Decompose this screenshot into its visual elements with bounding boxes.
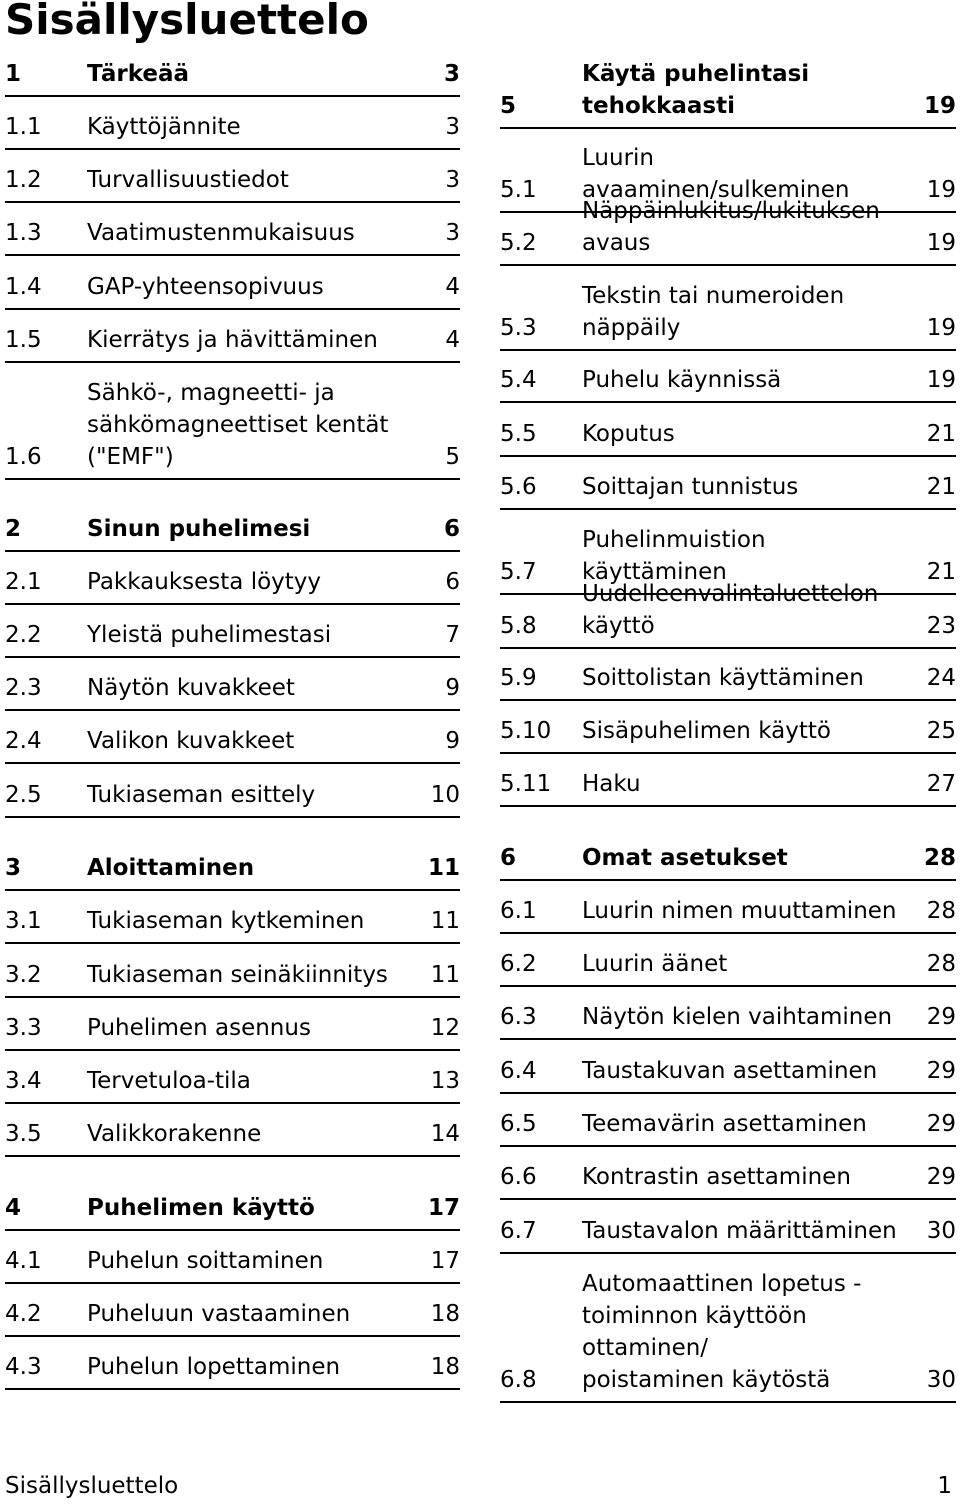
toc-entry-title: Turvallisuustiedot [87,167,289,193]
toc-entry-title: Puhelinmuistion käyttäminen [582,527,766,585]
toc-entry-title: Puhelimen käyttö [87,1195,315,1221]
toc-entry-page: 17 [430,1248,460,1274]
toc-entry [500,768,956,807]
toc-entry-page: 11 [430,962,460,988]
toc-entry [500,1215,956,1254]
toc-entry [5,1118,460,1157]
toc-entry-number: 5.9 [500,665,537,691]
toc-entry-title: Puhelu käynnissä [582,367,782,393]
toc-entry-number: 4.2 [5,1301,42,1327]
toc-entry [500,364,956,403]
toc-entry-title: Tukiaseman seinäkiinnitys [87,962,388,988]
footer-page-number: 1 [937,1473,952,1499]
toc-entry [5,725,460,764]
toc-entry-title: Taustakuvan asettaminen [582,1058,878,1084]
toc-entry [500,280,956,351]
toc-entry-number: 5.11 [500,771,552,797]
toc-entry-title: Kierrätys ja hävittäminen [87,327,378,353]
toc-entry-number: 5.1 [500,177,537,203]
toc-entry-title: Luurin äänet [582,951,728,977]
toc-section-heading [5,513,460,552]
toc-entry-title: Näppäinlukitus/lukituksen avaus [582,198,880,256]
toc-entry-title: Omat asetukset [582,845,788,871]
toc-entry [5,164,460,203]
toc-entry-title: Puheluun vastaaminen [87,1301,351,1327]
toc-entry-page: 19 [926,177,956,203]
toc-entry-title: Taustavalon määrittäminen [582,1218,897,1244]
toc-entry [500,578,956,649]
toc-entry-title: Pakkauksesta löytyy [87,569,322,595]
toc-entry-page: 13 [430,1068,460,1094]
toc-entry [5,1245,460,1284]
toc-entry-page: 29 [926,1004,956,1030]
toc-entry-page: 3 [445,114,460,140]
toc-entry-title: Automaattinen lopetus - toiminnon käyttöön ottaminen/ poistaminen käytöstä [582,1271,862,1393]
toc-entry-title: Tukiaseman kytkeminen [87,908,365,934]
toc-entry [5,111,460,150]
toc-entry-number: 1.2 [5,167,42,193]
toc-entry-title: Haku [582,771,641,797]
toc-entry [5,324,460,363]
toc-entry-page: 9 [445,728,460,754]
toc-entry-number: 3.3 [5,1015,42,1041]
toc-entry-title: Luurin nimen muuttaminen [582,898,897,924]
toc-entry-page: 12 [430,1015,460,1041]
toc-entry [500,418,956,457]
toc-entry-title: Sisäpuhelimen käyttö [582,718,831,744]
toc-entry-number: 6.5 [500,1111,537,1137]
toc-entry-number: 4 [5,1195,22,1221]
page-footer [5,1470,952,1502]
toc-entry-number: 6.2 [500,951,537,977]
footer-label: Sisällysluettelo [5,1473,179,1499]
toc-entry [500,1108,956,1147]
toc-section-heading [5,1192,460,1231]
toc-entry-number: 6.3 [500,1004,537,1030]
toc-entry-page: 18 [430,1301,460,1327]
toc-entry-title: GAP-yhteensopivuus [87,274,324,300]
toc-entry-page: 3 [443,61,460,87]
toc-entry-title: Tekstin tai numeroiden näppäily [582,283,845,341]
toc-entry-title: Uudelleenvalintaluettelon käyttö [582,581,879,639]
toc-entry-title: Vaatimustenmukaisuus [87,220,355,246]
toc-entry-page: 24 [926,665,956,691]
toc-entry [5,905,460,944]
toc-entry-number: 4.3 [5,1354,42,1380]
toc-entry-page: 9 [445,675,460,701]
toc-entry-page: 28 [923,845,956,871]
toc-entry-number: 5.6 [500,474,537,500]
toc-entry-title: Käyttöjännite [87,114,241,140]
toc-entry-page: 23 [926,613,956,639]
toc-entry [5,779,460,818]
toc-entry [5,672,460,711]
toc-entry [500,1001,956,1040]
toc-entry-number: 5.3 [500,315,537,341]
toc-entry-number: 6.1 [500,898,537,924]
toc-entry [5,566,460,605]
toc-entry-page: 29 [926,1164,956,1190]
toc-entry-page: 4 [445,327,460,353]
toc-entry-number: 6 [500,845,517,871]
toc-entry [5,619,460,658]
toc-entry [5,1298,460,1337]
toc-entry-page: 14 [430,1121,460,1147]
toc-entry-title: Näytön kuvakkeet [87,675,295,701]
toc-entry [500,195,956,266]
toc-entry-page: 11 [430,908,460,934]
toc-entry [500,948,956,987]
toc-entry-title: Puhelimen asennus [87,1015,311,1041]
toc-entry [5,377,460,480]
toc-entry [5,271,460,310]
toc-entry-title: Näytön kielen vaihtaminen [582,1004,893,1030]
toc-entry-title: Tukiaseman esittely [87,782,316,808]
toc-entry [500,1268,956,1403]
toc-section-heading [500,58,956,129]
toc-entry-number: 5 [500,93,517,119]
toc-entry-number: 2.4 [5,728,42,754]
toc-entry-page: 17 [427,1195,460,1221]
toc-entry-number: 3.2 [5,962,42,988]
toc-entry-title: Tervetuloa-tila [87,1068,251,1094]
toc-entry-number: 2.5 [5,782,42,808]
toc-entry-title: Puhelun lopettaminen [87,1354,341,1380]
toc-entry-number: 1.4 [5,274,42,300]
toc-entry-number: 5.4 [500,367,537,393]
toc-entry-page: 11 [427,855,460,881]
toc-entry [500,715,956,754]
toc-entry-number: 6.8 [500,1367,537,1393]
toc-entry [500,662,956,701]
toc-entry-page: 5 [445,444,460,470]
toc-entry-title: Puhelun soittaminen [87,1248,324,1274]
toc-entry-title: Yleistä puhelimestasi [87,622,332,648]
toc-entry-title: Sähkö-, magneetti- ja sähkömagneettiset kentät ("EMF") [87,380,389,470]
page-title: Sisällysluettelo [5,0,369,44]
toc-entry-page: 7 [445,622,460,648]
toc-entry-page: 29 [926,1058,956,1084]
toc-entry-page: 28 [926,951,956,977]
toc-entry-page: 30 [926,1367,956,1393]
toc-entry-number: 5.2 [500,230,537,256]
toc-entry [500,1161,956,1200]
toc-entry-page: 28 [926,898,956,924]
toc-section-heading [500,842,956,881]
toc-entry-number: 6.7 [500,1218,537,1244]
toc-entry-number: 1.1 [5,114,42,140]
toc-entry-title: Valikkorakenne [87,1121,262,1147]
toc-entry-number: 1.6 [5,444,42,470]
toc-entry-number: 3.1 [5,908,42,934]
toc-entry-number: 3.4 [5,1068,42,1094]
toc-entry [500,1055,956,1094]
toc-entry-page: 19 [926,230,956,256]
toc-entry-page: 21 [926,421,956,447]
toc-section-heading [5,58,460,97]
toc-entry-page: 3 [445,167,460,193]
toc-entry-title: Kontrastin asettaminen [582,1164,851,1190]
toc-entry-page: 21 [926,559,956,585]
toc-entry-number: 2.2 [5,622,42,648]
toc-entry-page: 10 [430,782,460,808]
toc-entry-title: Käytä puhelintasi tehokkaasti [582,61,810,119]
toc-entry-page: 29 [926,1111,956,1137]
toc-entry-title: Aloittaminen [87,855,255,881]
toc-entry-page: 18 [430,1354,460,1380]
toc-entry-page: 6 [445,569,460,595]
toc-entry [5,1065,460,1104]
toc-entry-page: 19 [923,93,956,119]
toc-entry-title: Soittolistan käyttäminen [582,665,864,691]
toc-entry-page: 30 [926,1218,956,1244]
toc-entry-page: 19 [926,367,956,393]
toc-entry-number: 3 [5,855,22,881]
toc-section-heading [5,852,460,891]
toc-entry-page: 3 [445,220,460,246]
toc-entry-number: 6.6 [500,1164,537,1190]
toc-entry-page: 19 [926,315,956,341]
toc-entry-title: Koputus [582,421,675,447]
toc-entry-number: 5.10 [500,718,552,744]
toc-entry-title: Soittajan tunnistus [582,474,799,500]
toc-entry [500,895,956,934]
toc-entry-number: 5.8 [500,613,537,639]
toc-entry-number: 3.5 [5,1121,42,1147]
toc-entry-number: 2.1 [5,569,42,595]
toc-entry-page: 4 [445,274,460,300]
toc-entry-title: Luurin avaaminen/sulkeminen [582,145,850,203]
toc-entry-page: 6 [443,516,460,542]
toc-entry-title: Sinun puhelimesi [87,516,311,542]
toc-entry-page: 21 [926,474,956,500]
toc-entry-number: 2 [5,516,22,542]
toc-entry-number: 5.7 [500,559,537,585]
toc-entry-title: Tärkeää [87,61,190,87]
toc-entry [5,1351,460,1390]
toc-entry-number: 2.3 [5,675,42,701]
toc-entry-page: 25 [926,718,956,744]
toc-entry [5,217,460,256]
toc-entry-page: 27 [926,771,956,797]
toc-entry [5,959,460,998]
toc-entry-title: Teemavärin asettaminen [582,1111,867,1137]
toc-entry [5,1012,460,1051]
toc-entry-number: 1.3 [5,220,42,246]
toc-entry-number: 4.1 [5,1248,42,1274]
toc-entry-title: Valikon kuvakkeet [87,728,295,754]
toc-entry-number: 6.4 [500,1058,537,1084]
toc-entry [500,471,956,510]
toc-entry-number: 1 [5,61,22,87]
toc-entry-number: 1.5 [5,327,42,353]
toc-entry-number: 5.5 [500,421,537,447]
